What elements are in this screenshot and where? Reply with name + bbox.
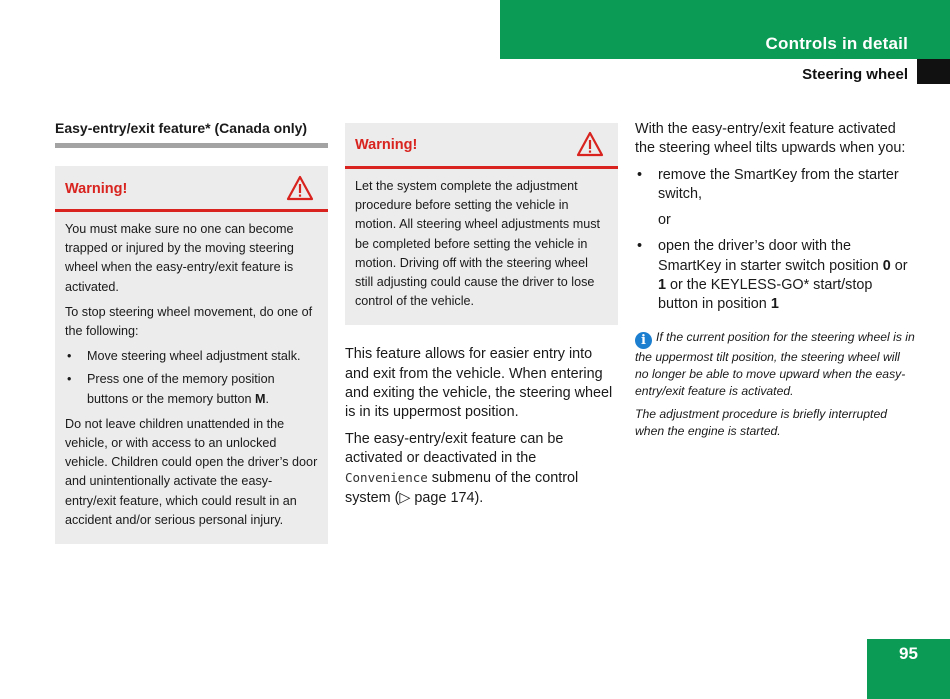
- feature-heading: Easy-entry/exit feature* (Canada only): [55, 120, 328, 148]
- page-number-box: [867, 639, 950, 699]
- list-item: • Press one of the memory position buttons or the memory button M.: [67, 372, 275, 406]
- warning-list: [65, 347, 318, 409]
- column-1: [55, 120, 328, 544]
- warning-paragraph: Do not leave children unattended in the vehicle, or with access to an unlocked vehicle. Children could open the driver’s door and unintentionally activate the easy-entry/exit feature, which could result in an accident and/or serious personal injury.: [65, 416, 318, 527]
- warning-box-motion: [345, 123, 618, 325]
- column-3: [635, 120, 915, 446]
- warning-paragraph: You must make sure no one can become trapped or injured by the moving steering wheel when the easy-entry/exit feature is activated.: [65, 222, 294, 294]
- warning-header: [345, 123, 618, 169]
- bullet-icon: •: [637, 238, 643, 255]
- body-text: [345, 345, 618, 507]
- section-title: Steering wheel: [802, 66, 908, 83]
- section-marker: [917, 59, 950, 84]
- warning-paragraph: Let the system complete the adjustment procedure before setting the vehicle in motion. All steering wheel adjustments must be completed before setting the vehicle in motion. Driving off with the steering wheel still adjusting could cause the driver to lose control of the vehicle.: [355, 179, 600, 309]
- column-2: [345, 123, 618, 515]
- warning-header: [55, 166, 328, 212]
- list-item: • remove the SmartKey from the starter switch,: [637, 166, 899, 202]
- warning-body: [345, 169, 618, 325]
- condition-list: [635, 166, 915, 205]
- warning-triangle-icon: [576, 131, 604, 157]
- paragraph: This feature allows for easier entry into and exit from the vehicle. When entering and exiting the vehicle, the steering wheel is in its uppermost position.: [345, 346, 613, 421]
- bullet-icon: •: [67, 372, 72, 387]
- page-number: 95: [899, 644, 918, 663]
- paragraph: The easy-entry/exit feature can be activated or deactivated in the Convenience submenu of the control system (▷ page 174).: [345, 430, 579, 506]
- memory-button-label: M: [255, 391, 266, 406]
- list-item: • open the driver’s door with the SmartKey in starter switch position 0 or 1 or the KEYLESS-GO* start/stop button in position 1: [637, 238, 908, 313]
- info-note: [635, 329, 915, 440]
- warning-label: Warning!: [355, 137, 418, 153]
- warning-triangle-icon: [286, 175, 314, 201]
- warning-label: Warning!: [65, 181, 128, 197]
- bullet-icon: •: [67, 349, 72, 364]
- info-icon: i: [635, 332, 652, 349]
- note-paragraph: The adjustment procedure is briefly interrupted when the engine is started.: [635, 406, 888, 438]
- bullet-icon: •: [637, 166, 643, 183]
- paragraph: With the easy-entry/exit feature activated the steering wheel tilts upwards when you:: [635, 121, 906, 157]
- list-item: • Move steering wheel adjustment stalk.: [65, 347, 318, 366]
- menu-name: Convenience: [345, 470, 428, 486]
- chapter-title: Controls in detail: [765, 34, 908, 53]
- condition-list: [635, 237, 915, 314]
- or-separator: or: [658, 212, 671, 229]
- warning-box-children: [55, 166, 328, 544]
- warning-body: [55, 212, 328, 544]
- note-paragraph: i If the current position for the steering wheel is in the uppermost tilt position, the steering wheel will no longer be able to move upward when the easy-entry/exit feature is activated.: [635, 329, 915, 398]
- warning-paragraph: To stop steering wheel movement, do one of the following:: [65, 304, 313, 339]
